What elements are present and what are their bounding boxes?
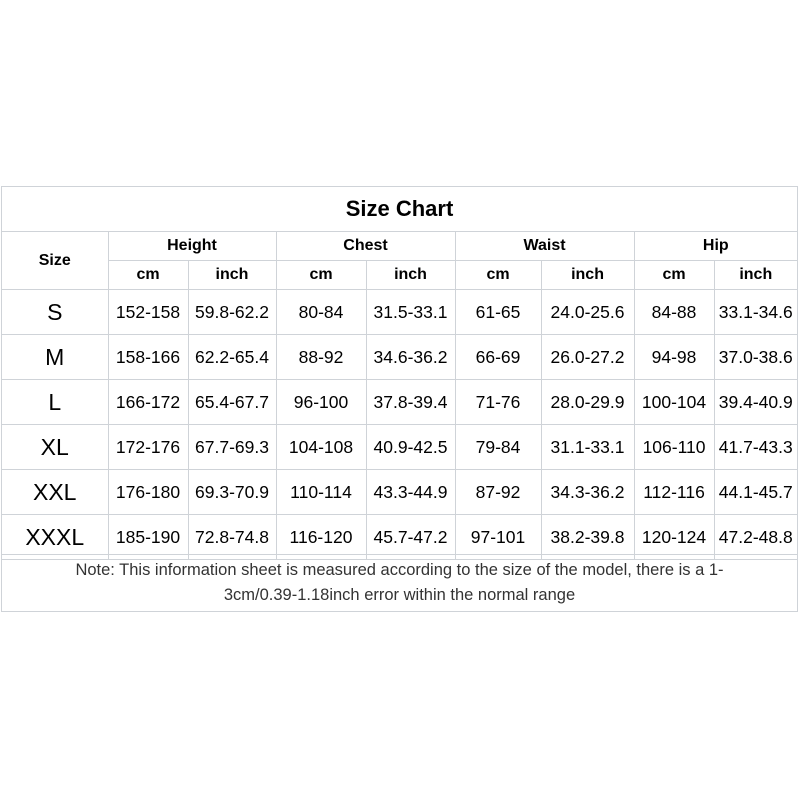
table-cell: 66-69	[455, 335, 541, 380]
table-cell: 79-84	[455, 425, 541, 470]
table-cell: 34.3-36.2	[541, 470, 634, 515]
measurement-note	[2, 554, 797, 611]
table-cell: 88-92	[276, 335, 366, 380]
table-cell: 84-88	[634, 290, 714, 335]
table-cell: 37.0-38.6	[714, 335, 797, 380]
table-cell: 87-92	[455, 470, 541, 515]
table-cell: 185-190	[108, 515, 188, 560]
group-header-height: Height	[108, 232, 276, 261]
table-cell: 158-166	[108, 335, 188, 380]
table-cell: 112-116	[634, 470, 714, 515]
size-label: XL	[2, 425, 108, 470]
table-row-m	[2, 335, 797, 380]
unit-header: inch	[714, 261, 797, 290]
table-cell: 97-101	[455, 515, 541, 560]
table-cell: 38.2-39.8	[541, 515, 634, 560]
group-header-waist: Waist	[455, 232, 634, 261]
size-chart	[1, 186, 798, 612]
table-cell: 106-110	[634, 425, 714, 470]
table-cell: 176-180	[108, 470, 188, 515]
table-cell: 65.4-67.7	[188, 380, 276, 425]
group-header-hip: Hip	[634, 232, 797, 261]
unit-header: inch	[541, 261, 634, 290]
table-row-l	[2, 380, 797, 425]
table-cell: 69.3-70.9	[188, 470, 276, 515]
unit-header: inch	[188, 261, 276, 290]
table-row-xxxl	[2, 515, 797, 560]
table-cell: 116-120	[276, 515, 366, 560]
size-table	[2, 232, 797, 560]
table-cell: 47.2-48.8	[714, 515, 797, 560]
size-header: Size	[2, 232, 108, 290]
table-cell: 67.7-69.3	[188, 425, 276, 470]
table-cell: 110-114	[276, 470, 366, 515]
table-cell: 59.8-62.2	[188, 290, 276, 335]
table-cell: 31.1-33.1	[541, 425, 634, 470]
table-cell: 41.7-43.3	[714, 425, 797, 470]
table-cell: 37.8-39.4	[366, 380, 455, 425]
chart-title: Size Chart	[2, 187, 797, 232]
table-cell: 62.2-65.4	[188, 335, 276, 380]
group-header-chest: Chest	[276, 232, 455, 261]
table-cell: 120-124	[634, 515, 714, 560]
table-cell: 44.1-45.7	[714, 470, 797, 515]
unit-header: cm	[276, 261, 366, 290]
table-cell: 104-108	[276, 425, 366, 470]
unit-header: cm	[634, 261, 714, 290]
size-label: XXL	[2, 470, 108, 515]
table-cell: 45.7-47.2	[366, 515, 455, 560]
table-cell: 80-84	[276, 290, 366, 335]
table-cell: 26.0-27.2	[541, 335, 634, 380]
table-cell: 24.0-25.6	[541, 290, 634, 335]
size-label: XXXL	[2, 515, 108, 560]
note-line-2: 3cm/0.39-1.18inch error within the normal range	[223, 586, 576, 604]
unit-header: cm	[108, 261, 188, 290]
table-row-xxl	[2, 470, 797, 515]
header-row-groups	[2, 232, 797, 261]
table-cell: 28.0-29.9	[541, 380, 634, 425]
header-row-units	[2, 261, 797, 290]
table-cell: 96-100	[276, 380, 366, 425]
table-row-s	[2, 290, 797, 335]
table-cell: 43.3-44.9	[366, 470, 455, 515]
table-row-xl	[2, 425, 797, 470]
table-cell: 39.4-40.9	[714, 380, 797, 425]
table-cell: 166-172	[108, 380, 188, 425]
table-cell: 71-76	[455, 380, 541, 425]
table-cell: 61-65	[455, 290, 541, 335]
table-cell: 152-158	[108, 290, 188, 335]
size-label: L	[2, 380, 108, 425]
table-cell: 72.8-74.8	[188, 515, 276, 560]
table-cell: 172-176	[108, 425, 188, 470]
unit-header: cm	[455, 261, 541, 290]
table-cell: 100-104	[634, 380, 714, 425]
note-line-1: Note: This information sheet is measured according to the size of the model, there is a 1-	[75, 561, 724, 579]
unit-header: inch	[366, 261, 455, 290]
size-label: M	[2, 335, 108, 380]
table-cell: 31.5-33.1	[366, 290, 455, 335]
table-cell: 34.6-36.2	[366, 335, 455, 380]
table-cell: 40.9-42.5	[366, 425, 455, 470]
table-cell: 33.1-34.6	[714, 290, 797, 335]
table-cell: 94-98	[634, 335, 714, 380]
size-label: S	[2, 290, 108, 335]
